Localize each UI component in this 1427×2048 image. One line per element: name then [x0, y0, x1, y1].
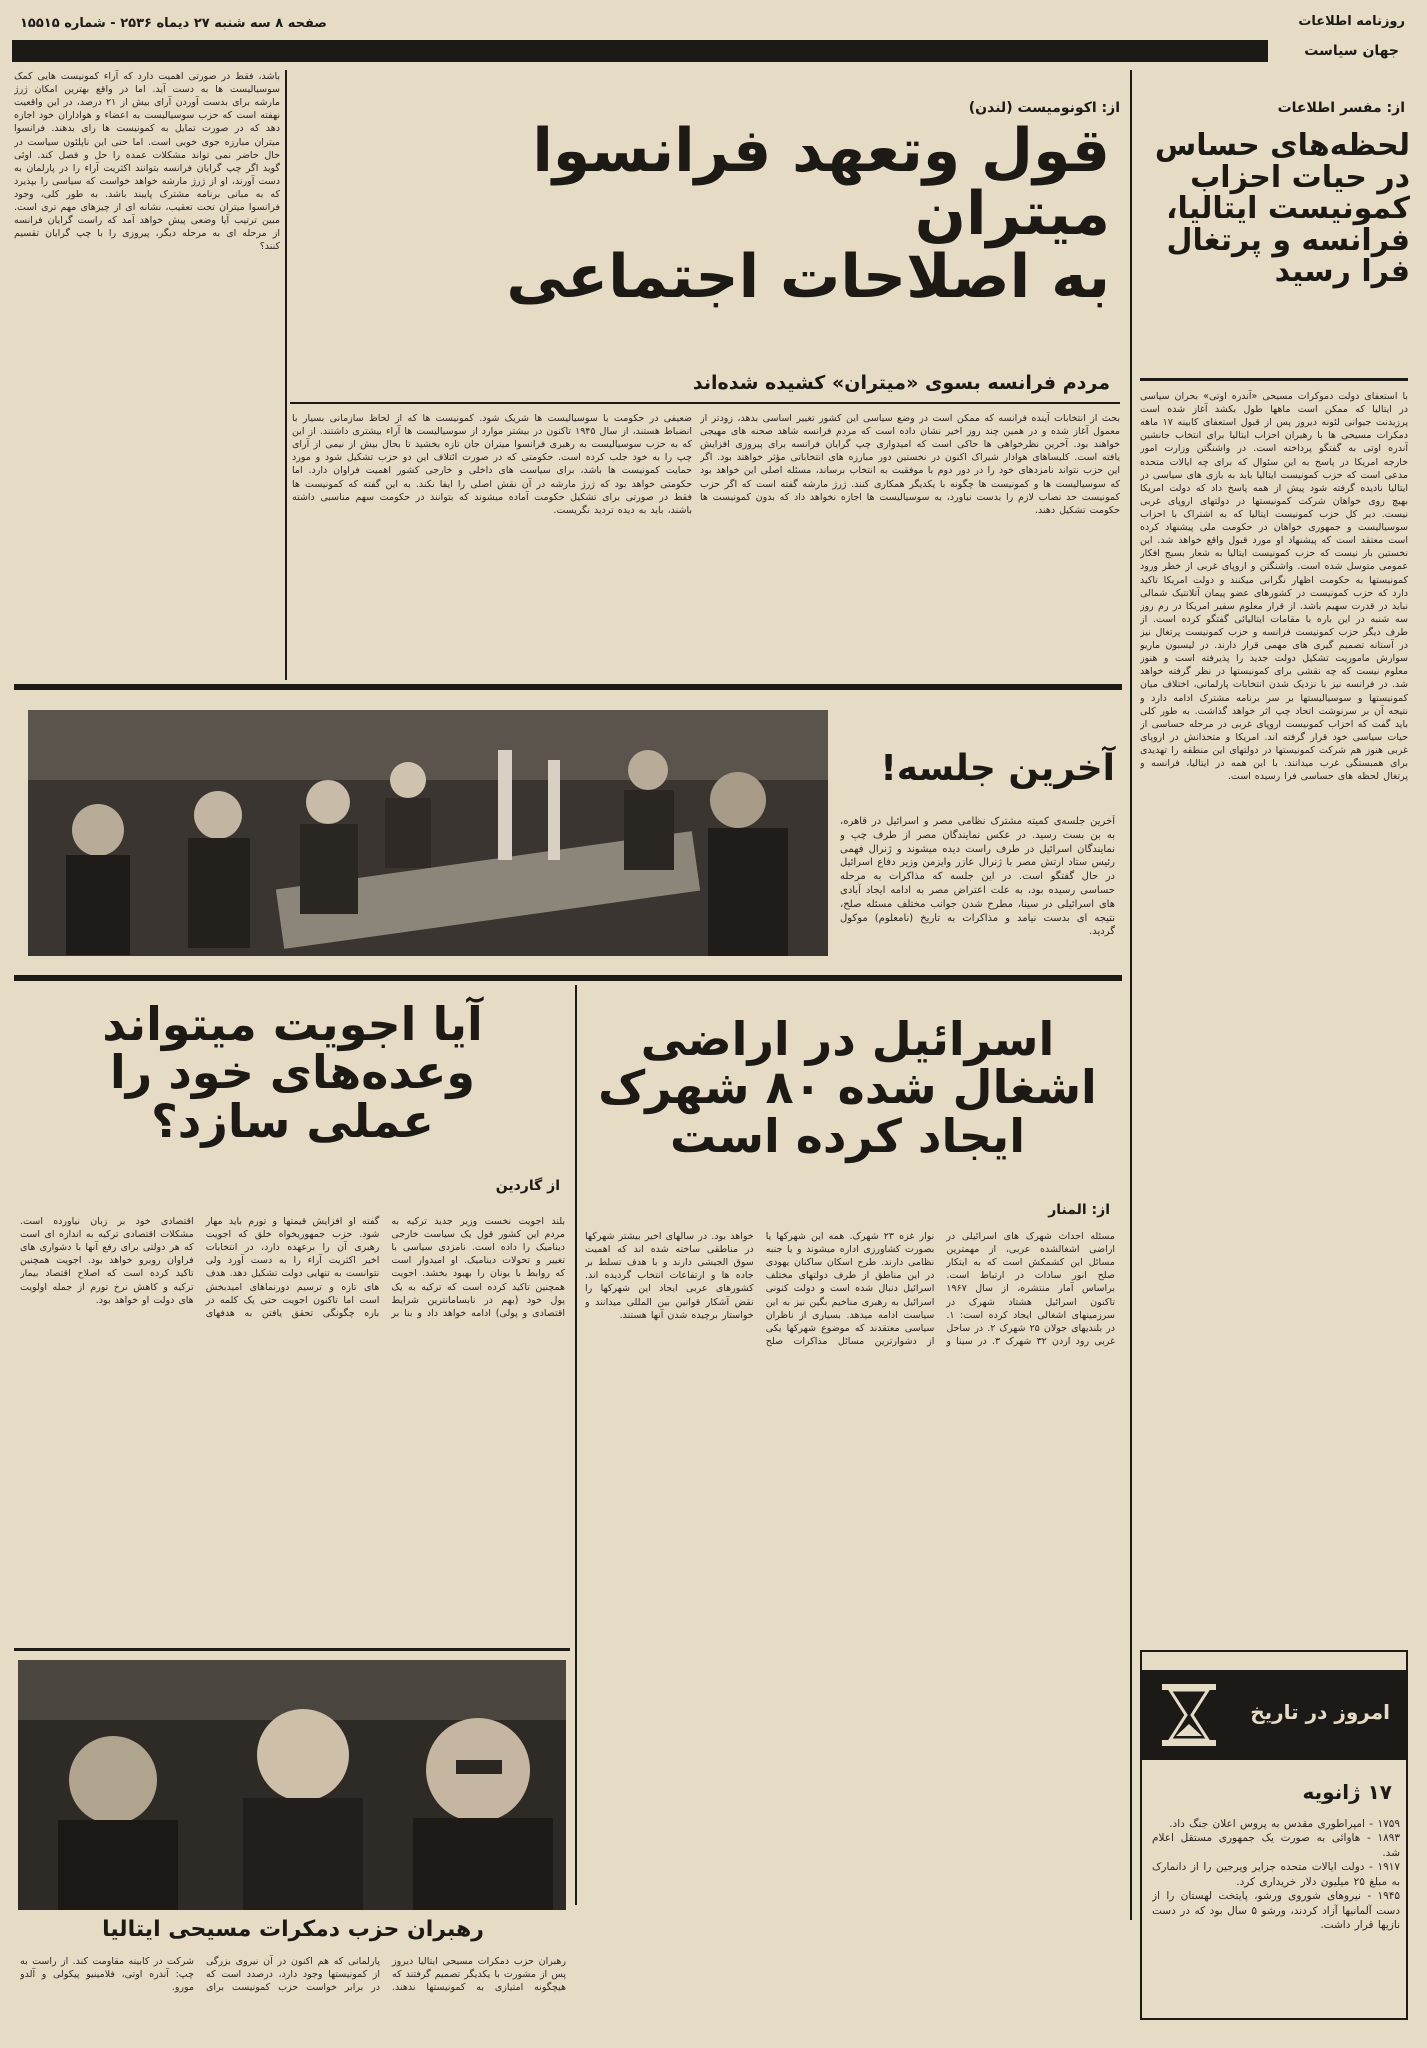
jouett-source: از گاردین	[495, 1178, 560, 1194]
headline-line: ایجاد کرده است	[670, 1108, 1025, 1163]
subheadline-rule	[290, 402, 1120, 404]
headline-line: کمونیست ایتالیا،	[1166, 191, 1410, 226]
top-right-body: با استعفای دولت دموکرات مسیحی «آندره اوتی» بحران سیاسی در ایتالیا که ممکن است ماهها طول بکشد آغاز شده است پرزیدنت جیوانی لئونه دیروز پس از قبول استعفای کابینه ۱۷ ماهه دمکرات مسیحی ها با رهبران احزاب ایتالیا برای انتخاب جانشین آندره اوتی به گفتگو پرداخته است. در واشنگتن وزارت امور خارجه امریکا در پاسخ به این سئوال که برای چه ایالات متحده مدعی است که حزب کمونیست ایتالیا باید به بازی های سیاسی در ایتالیا نادیده گرفته شود پیش از همه پاسخ داد که دولت امریکا بهیچ روی خواهان شرکت کمونیستها در دولتهای اروپای غربی نیست. دیر کل حزب کمونیست ایتالیا که به اشتراک با احزاب سوسیالیست و جمهوری خواهان در حکومت ملی پیشنهاد کرده است معتقد است که پیشنهاد او مورد قبول واقع خواهد شد. این نخستین بار نیست که حزب کمونیست ایتالیا به شعار بسیج افکار عمومی متوسل شده است. واشنگتن و اروپای غربی از خطر ورود کمونیستها به حکومت اظهار نگرانی میکنند و دولت امریکا تاکید دارد که حزب کمونیست در کشورهای عضو پیمان آتلانتیک شمالی نباید در قدرت سهیم باشد. از قرار معلوم سفیر امریکا در رم روز سه شنبه در این باره با مقامات ایتالیائی گفتگو کرده است. از طرف دیگر حزب کمونیست فرانسه و حزب کمونیست پرتغال نیز در آستانه تصمیم گیری های مهمی قرار دارند. در لیسبون ماریو سوارش ماموریت تشکیل دولت جدید را پذیرفته است و هنوز معلوم نیست که چه نقشی برای کمونیستها در نظر گرفته خواهد شد. در فرانسه نیز با نزدیک شدن انتخابات پارلمانی، اختلاف میان کمونیستها و سوسیالیستها بر سر برنامه مشترک ادامه دارد و نتیجه آن بر سرنوشت اتحاد چپ اثر خواهد گذاشت. به طور کلی باید گفت که احزاب کمونیست اروپای غربی در مرحله حساسی از حیات سیاسی خود قرار گرفته اند. امریکا و متحدانش در اروپای غربی هنوز هم شرکت کمونیستها در دولتهای این منطقه را تهدیدی برای همبستگی غرب میدانند. با این همه در ایتالیا، فرانسه و پرتغال لحظه های حساسی فرا رسیده است.	[1140, 391, 1408, 783]
history-entry: ۱۹۱۷ - دولت ایالات متحده جزایر ویرجین را از دانمارک به مبلغ ۲۵ میلیون دلار خریداری کرد.	[1152, 1861, 1400, 1888]
headline-line: وعده‌های خود را	[110, 1045, 475, 1100]
top-right-source: از: مفسر اطلاعات	[1277, 100, 1405, 116]
history-entries	[1152, 1817, 1400, 2007]
italy-caption-body: رهبران حزب دمکرات مسیحی ایتالیا دیروز پس از مشورت با یکدیگر تصمیم گرفتند که هیچگونه امتیازی به کمونیستها ندهند. پارلمانی که هم‌ اکنون در آن نیروی بزرگی از کمونیستها وجود دارد، درصدد است که در برابر خواست حزب کمونیست برای شرکت در کابینه مقاومت کند. از راست به چپ: آندره اوتی، فلامینیو پیکولی و آلدو مورو.	[20, 1956, 566, 1994]
issue-line: صفحه ۸ سه شنبه ۲۷ دیماه ۲۵۳۶ - شماره ۱۵۵۱۵	[20, 16, 327, 31]
jouett-headline	[20, 997, 565, 1148]
last-session-caption: آخرین جلسه‌ی کمیته مشترک نظامی مصر و اسرائیل در قاهره، به بن بست رسید. در عکس نمایندگان مصر از طرف چپ و نمایندگان اسرائیل در طرف راست دیده میشوند و ژنرال فهمی رئیس ستاد ارتش مصر با ژنرال عازر وایزمن وزیر دفاع اسرائیل در حال گفتگو است. در این جلسه که مذاکرات به مرحله حساسی رسیده بود، به علت اعتراض مصر به ادامه ایجاد آبادی های اسرائیلی در سینا، مطرح شدن جوانب مختلف مسئله صلح، نتیجه ای بدست نیامد و مذاکرات به تاریخ (نامعلوم) موکول گردید.	[840, 816, 1115, 938]
italy-leaders-photo	[18, 1660, 566, 1910]
israel-body: مسئله احداث شهرک های اسرائیلی در اراضی اشغالشده عربی، از مهمترین مسائل این کشمکش است که به ایتکار صلح انور سادات در ارتباط است. براساس آمار منتشره، از سال ۱۹۶۷ تاکنون اسرائیل هشتاد شهرک در سرزمینهای اشغالی ایجاد کرده است: ۱. در بلندیهای جولان ۲۵ شهرک ۲. در ساحل غربی رود اردن ۳۲ شهرک ۳. در سینا و نوار غزه ۲۳ شهرک. همه این شهرکها یا بصورت کشاورزی اداره میشوند و یا جنبه نظامی دارند. طرح اسکان ساکنان یهودی در این مناطق از طرف دولتهای مختلف اسرائیل دنبال شده است و دولت کنونی اسرائیل به رهبری مناخیم بگین نیز به این سیاست ادامه میدهد. بسیاری از ناظران سیاسی معتقدند که موضوع شهرکها یکی از دشوارترین مسائل مذاکرات صلح خواهد بود. در سالهای اخیر بیشتر شهرکها در مناطقی ساخته شده اند که اهمیت سوق الجیشی دارند و با هدف تسلط بر جاده ها و ارتفاعات انتخاب گردیده اند. کشورهای عربی ایجاد این شهرکها را نقض آشکار قوانین بین المللی میدانند و خواستار برچیده شدن آنها هستند.	[585, 1231, 1115, 1347]
israel-source: از: المنار	[1048, 1202, 1110, 1218]
mitterrand-body-right: بحث از انتخابات آینده فرانسه که ممکن است در وضع سیاسی این کشور تغییر اساسی بدهد، زودتر از معمول آغاز شده و در همین چند روز اخیر نشان داده است که مردم فرانسه شاهد صحنه های مهیجی خواهند بود. آخرین نظرخواهی ها حاکی است که امیدواری چپ گرایان فرانسه برای پیروزی افزایش یافته است. کلیساهای هوادار شیراک اکنون در نخستین دور مبارزه های انتخاباتی مؤثر خواهند بود. اگر این حزب نتواند نامزدهای خود را در دور دوم با موفقیت به انتخاب برساند، مسئله اصلی این خواهد بود که سوسیالیست ها و کمونیست ها چگونه با یکدیگر همکاری کنند. ژرژ مارشه گفته است که اگر حزب کمونیست حد نصاب لازم را بدست نیاورد، به سوسیالیست ها اجازه نخواهد داد که بدون کمونیست ها حکومت تشکیل دهند.	[700, 413, 1120, 516]
headline-line: عملی سازد؟	[151, 1093, 434, 1148]
history-banner	[1142, 1670, 1406, 1760]
headline-rule	[1140, 378, 1408, 381]
italy-caption-title: رهبران حزب دمکرات مسیحی ایتالیا	[102, 1917, 484, 1942]
last-session-headline: آخرین جلسه!	[880, 748, 1115, 789]
mitterrand-headline	[400, 116, 1110, 312]
section-rule	[14, 975, 1122, 981]
mitterrand-body-left: باشد، فقط در صورتی اهمیت دارد که آراء کمونیست هایی کمک سوسیالیست ها به دست آید. اما در واقع بهترین امکان ژرژ مارشه برای بدست آوردن آرای بیش از ۲۱ درصد، در این واقعیت نهفته است که حزب سوسیالیست به اعضاء و هواداران خود اجازه دهد که در صورت تمایل به کمونیست ها رای بدهند. فرانسوا میتران مبارزه جوی خوبی است. اما حتی این ناپلئون سیاست در حال حاضر نمی تواند مشکلات عمده را حل و فصل کند. اوئی گوید اگر چپ گرایان فرانسه بتوانند اکثریت آراء را در پارلمان به دست آورند، او از ژرژ مارشه خواهد خواست که سیاسی را بپذیرد که به مبانی برنامه مشترک پایبند باشد. به طور کلی، وجود فرانسوا میتران تحت تعقیب، نشانه ای از چیزهای مهم تری است. مبین ترتیب آیا وضعی پیش خواهد آمد که راست گرایان فرانسه از مرحله ای به مرحله دیگر، پیروزی را با چپ گرایان تقسیم کنند؟	[14, 71, 280, 253]
column-divider	[575, 985, 577, 1905]
history-entry: ۱۷۵۹ - امپراطوری مقدس به پروس اعلان جنگ داد.	[1169, 1818, 1400, 1830]
headline-line: لحظه‌های حساس	[1154, 128, 1410, 163]
jouett-body: بلند اجویت نخست وزیر جدید ترکیه به مردم این کشور قول یک سیاست خارجی دینامیک را داده است. نامزدی سیاسی با تغییر و تحولات دینامیک. او امیدوار است که روابط با یونان را بهبود بخشد. اجویت همچنین تاکید کرده است که ترکیه به یک پول خود (بهم در نابسامانترین شرایط اقتصادی و پولی) ادامه خواهد داد و بنا بر گفته او افزایش قیمتها و تورم باید مهار شود. حزب جمهوریخواه خلق که اجویت رهبری آن را برعهده دارد، در انتخابات اخیر اکثریت آراء را به دست آورد ولی نتوانست به تنهایی دولت تشکیل دهد. هدف های تازه و ترسیم دورنماهای امیدبخش است اما تاکنون اجویت حتی یک کلمه در باره چگونگی تحقق یافتن به هدفهای اقتصادی خود بر زبان نیاورده است. مشکلات اقتصادی ترکیه به اندازه ای است که هر دولتی برای رفع آنها با دشواری های فراوان روبرو خواهد بود. اجویت همچنین تاکید کرده است که اصلاح اقتصاد بیمار ترکیه و کاهش نرخ تورم از جمله اولویت های دولت او خواهد بود.	[20, 1216, 565, 1319]
section-rule	[14, 1648, 570, 1651]
paper-name: روزنامه اطلاعات	[1298, 14, 1405, 29]
headline-line: قول وتعهد فرانسوا میتران	[532, 116, 1110, 249]
section-title: جهان سیاست	[1298, 40, 1405, 62]
headline-line: فرانسه‌ و پرتغال	[1166, 222, 1410, 258]
mitterrand-body-middle: ضعیفی در حکومت با سوسیالیست ها شریک شود. کمونیست ها که از لحاظ سازمانی بسیار با انضباط هستند، از سال ۱۹۴۵ تاکنون در بیشتر موارد از سوسیالیست ها آراء بیشتری داشتند. از این که به حزب سوسیالیست به رهبری فرانسوا میتران جان تازه بخشید تا بحال بیش از نیمی از آرای چپ را به خود جلب کرده است. حکومتی که در صورت ائتلاف این دو حزب تشکیل شود و مورد حمایت کمونیست ها باشد، برای سیاست های داخلی و خارجی کشور اهمیت فراوان دارد. اما حکومتی خواهد بود که ژرژ مارشه در آن نقش اصلی را ایفا نکند. به این گفته که کمونیست ها فقط در صورتی برای تشکیل حکومت آماده میشوند که بتوانند در حکومت سهم مناسبی داشته باشند، باید به دیده تردید نگریست.	[292, 413, 692, 516]
headline-line: آیا اجویت میتواند	[102, 997, 483, 1051]
section-rule	[14, 684, 1122, 690]
history-banner-text: امروز در تاریخ	[1250, 1700, 1390, 1724]
israel-headline	[585, 1012, 1110, 1163]
headline-line: اشغال شده ۸۰ شهرک	[598, 1060, 1097, 1115]
section-bar	[12, 40, 1268, 62]
mitterrand-subheadline: مردم فرانسه بسوی «میتران» کشیده شده‌اند	[692, 372, 1110, 394]
column-divider	[285, 70, 287, 680]
history-date: ۱۷ ژانویه	[1302, 1780, 1392, 1804]
mitterrand-source: از: اکونومیست (لندن)	[968, 100, 1120, 116]
history-box	[1140, 1650, 1408, 2020]
headline-line: اسرائیل در اراضی	[640, 1012, 1055, 1066]
column-divider	[1130, 70, 1132, 1920]
headline-line: فرا رسید	[1274, 254, 1410, 289]
headline-line: در حیات احزاب	[1190, 159, 1410, 195]
top-right-headline	[1140, 130, 1410, 288]
history-entry: ۱۹۴۵ - نیروهای شوروی ورشو، پایتخت لهستان را از دست آلمانیها آزاد کردند، ورشو ۵ سال بود که در دست نازیها قرار داشت.	[1152, 1890, 1400, 1932]
headline-line: به اصلاحات اجتماعی	[506, 242, 1110, 312]
negotiation-photo	[28, 710, 828, 956]
hourglass-icon	[1156, 1680, 1222, 1750]
history-entry: ۱۸۹۳ - هاوائی به صورت یک جمهوری مستقل اعلام شد.	[1152, 1832, 1400, 1859]
